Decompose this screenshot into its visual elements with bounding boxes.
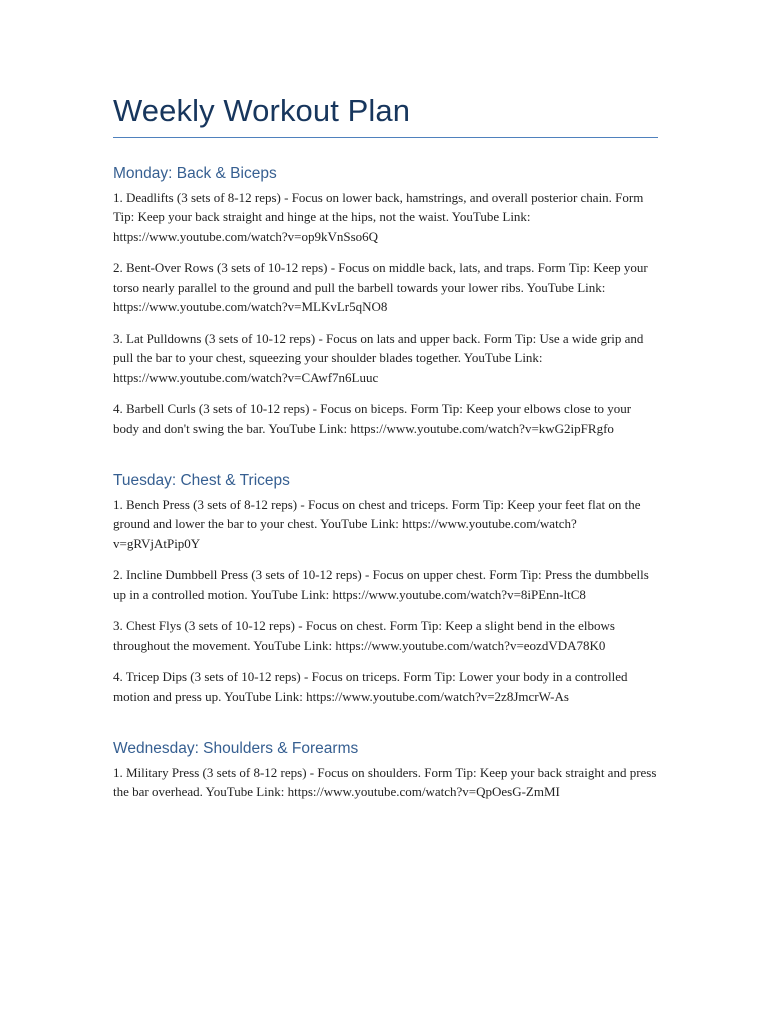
section-wednesday <box>113 740 658 802</box>
exercise-item: 3. Chest Flys (3 sets of 10-12 reps) - Focus on chest. Form Tip: Keep a slight bend in the elbows throughout the movement. YouTube Link: https://www.youtube.com/watch?v=eozdVDA78K0 <box>113 618 615 653</box>
document-title: Weekly Workout Plan <box>113 92 658 138</box>
exercise-item: 2. Incline Dumbbell Press (3 sets of 10-12 reps) - Focus on upper chest. Form Tip: Press the dumbbells up in a controlled motion. YouTube Link: https://www.youtube.com/watch?v=8iPEnn-ltC8 <box>113 567 649 602</box>
exercise-item: 1. Deadlifts (3 sets of 8-12 reps) - Focus on lower back, hamstrings, and overall posterior chain. Form Tip: Keep your back straight and hinge at the hips, not the waist. YouTube Link: https://www.youtube.com/watch?v=op9kVnSso6Q <box>113 189 644 244</box>
exercise-item: 4. Barbell Curls (3 sets of 10-12 reps) - Focus on biceps. Form Tip: Keep your elbows close to your body and don't swing the bar. YouTube Link: https://www.youtube.com/watch?v=kwG2ipFRgfo <box>113 401 632 436</box>
section-tuesday <box>113 472 658 706</box>
exercise-item: 2. Bent-Over Rows (3 sets of 10-12 reps) - Focus on middle back, lats, and traps. Form Tip: Keep your torso nearly parallel to the ground and pull the barbell towards your lower ribs. YouTube Link: https://www.youtube.com/watch?v=MLKvLr5qNO8 <box>113 260 648 315</box>
exercise-item: 4. Tricep Dips (3 sets of 10-12 reps) - Focus on triceps. Form Tip: Lower your body in a controlled motion and press up. YouTube Link: https://www.youtube.com/watch?v=2z8JmcrW-As <box>113 669 628 704</box>
section-heading: Tuesday: Chest & Triceps <box>113 472 290 490</box>
exercise-item: 3. Lat Pulldowns (3 sets of 10-12 reps) - Focus on lats and upper back. Form Tip: Use a wide grip and pull the bar to your chest, squeezing your shoulder blades together. YouTube Link: https://www.youtube.com/watch?v=CAwf7n6Luuc <box>113 330 644 385</box>
section-heading: Wednesday: Shoulders & Forearms <box>113 740 359 758</box>
exercise-item: 1. Bench Press (3 sets of 8-12 reps) - Focus on chest and triceps. Form Tip: Keep your feet flat on the ground and lower the bar to your chest. YouTube Link: https://www.youtube.com/watch?v=gRVjAtPip0Y <box>113 496 641 551</box>
section-heading: Monday: Back & Biceps <box>113 165 277 183</box>
section-monday <box>113 165 658 438</box>
exercise-item: 1. Military Press (3 sets of 8-12 reps) - Focus on shoulders. Form Tip: Keep your back straight and press the bar overhead. YouTube Link: https://www.youtube.com/watch?v=QpOesG-ZmMI <box>113 764 657 800</box>
document-page <box>113 92 658 802</box>
